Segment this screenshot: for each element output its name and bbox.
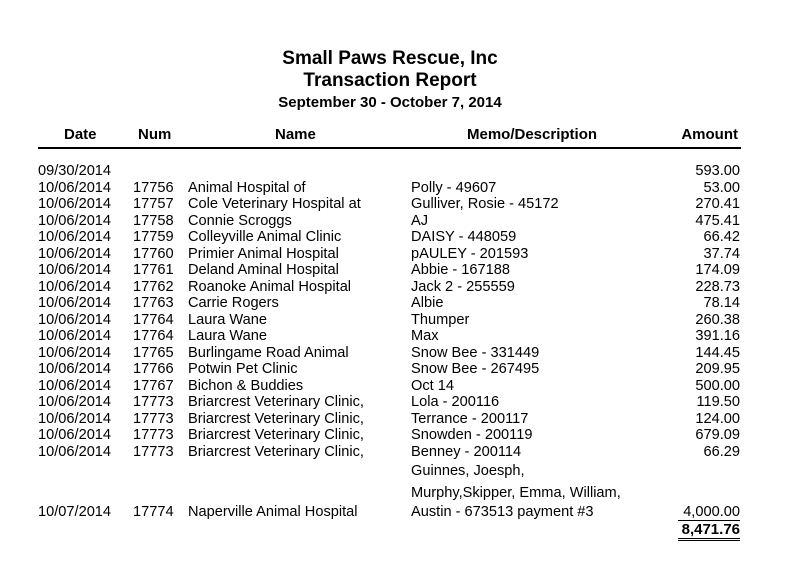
table-row xyxy=(0,394,800,411)
cell-num: 17765 xyxy=(133,344,174,361)
cell-date: 10/06/2014 xyxy=(38,229,112,245)
table-row xyxy=(0,482,800,504)
cell-date: 10/06/2014 xyxy=(38,196,112,212)
cell-memo: pAULEY - 201593 xyxy=(411,245,529,262)
table-row xyxy=(0,213,800,230)
cell-name: Naperville Animal Hospital xyxy=(188,504,358,520)
cell-amount: 228.73 xyxy=(695,278,740,295)
cell-name: Laura Wane xyxy=(188,311,267,328)
cell-num: 17773 xyxy=(133,394,174,410)
cell-num: 17773 xyxy=(133,410,174,427)
cell-name: Deland Aminal Hospital xyxy=(188,262,339,278)
cell-memo: DAISY - 448059 xyxy=(411,229,517,245)
cell-date: 10/07/2014 xyxy=(38,504,112,520)
cell-num: 17759 xyxy=(133,229,174,245)
column-header-name: Name xyxy=(275,126,316,143)
cell-num: 17766 xyxy=(133,361,174,377)
cell-name: Briarcrest Veterinary Clinic, xyxy=(188,427,364,443)
cell-amount: 37.74 xyxy=(703,245,740,262)
table-row xyxy=(0,504,800,521)
cell-amount: 53.00 xyxy=(703,179,740,196)
table-row xyxy=(0,279,800,296)
cell-num: 17764 xyxy=(133,328,174,344)
cell-amount: 679.09 xyxy=(695,427,740,443)
cell-name: Carrie Rogers xyxy=(188,295,279,311)
cell-name: Burlingame Road Animal xyxy=(188,344,349,361)
cell-memo: Max xyxy=(411,328,439,344)
cell-date: 09/30/2014 xyxy=(38,163,112,179)
report-period: September 30 - October 7, 2014 xyxy=(278,94,502,111)
cell-memo: Austin - 673513 payment #3 xyxy=(411,504,594,520)
table-row xyxy=(0,460,800,482)
table-row xyxy=(0,229,800,246)
cell-amount: 391.16 xyxy=(695,328,740,344)
report-title: Transaction Report xyxy=(303,70,477,91)
cell-memo: Jack 2 - 255559 xyxy=(411,278,515,295)
cell-amount: 66.42 xyxy=(703,229,740,245)
cell-num: 17756 xyxy=(133,179,174,196)
table-row xyxy=(0,345,800,362)
cell-date: 10/06/2014 xyxy=(38,278,112,295)
cell-memo: Abbie - 167188 xyxy=(411,262,510,278)
cell-amount: 4,000.00 xyxy=(683,504,740,520)
table-row xyxy=(0,295,800,312)
cell-memo: AJ xyxy=(411,212,429,229)
table-row xyxy=(0,411,800,428)
cell-date: 10/06/2014 xyxy=(38,377,112,394)
cell-name: Connie Scroggs xyxy=(188,212,292,229)
cell-date: 10/06/2014 xyxy=(38,394,112,410)
cell-amount: 119.50 xyxy=(696,394,740,410)
cell-date: 10/06/2014 xyxy=(38,361,112,377)
table-row xyxy=(0,444,800,461)
cell-amount: 124.00 xyxy=(695,410,740,427)
cell-num: 17762 xyxy=(133,278,174,295)
table-row xyxy=(0,246,800,263)
cell-date: 10/06/2014 xyxy=(38,179,112,196)
cell-memo: Lola - 200116 xyxy=(411,394,500,410)
cell-memo: Oct 14 xyxy=(411,377,454,394)
cell-amount: 593.00 xyxy=(695,163,740,179)
cell-num: 17758 xyxy=(133,212,174,229)
column-header-amount: Amount xyxy=(681,126,738,143)
table-row xyxy=(0,328,800,345)
table-row xyxy=(0,196,800,213)
cell-name: Briarcrest Veterinary Clinic, xyxy=(188,443,364,460)
cell-memo: Snowden - 200119 xyxy=(411,427,533,443)
report-total: 8,471.76 xyxy=(678,520,740,541)
cell-date: 10/06/2014 xyxy=(38,212,112,229)
cell-date: 10/06/2014 xyxy=(38,443,112,460)
cell-memo: Thumper xyxy=(411,311,470,328)
cell-num: 17761 xyxy=(133,262,174,278)
cell-amount: 144.45 xyxy=(695,344,740,361)
column-header-memo: Memo/Description xyxy=(467,126,598,143)
cell-memo: Snow Bee - 331449 xyxy=(411,344,540,361)
table-row xyxy=(0,312,800,329)
header-divider xyxy=(38,147,741,149)
cell-name: Potwin Pet Clinic xyxy=(188,361,298,377)
cell-name: Colleyville Animal Clinic xyxy=(188,229,342,245)
column-header-num: Num xyxy=(138,126,172,143)
cell-memo: Terrance - 200117 xyxy=(411,410,529,427)
cell-num: 17760 xyxy=(133,245,174,262)
table-row xyxy=(0,262,800,279)
cell-date: 10/06/2014 xyxy=(38,245,112,262)
table-row xyxy=(0,180,800,197)
company-name: Small Paws Rescue, Inc xyxy=(282,48,498,69)
table-row xyxy=(0,427,800,444)
cell-memo: Murphy,Skipper, Emma, William, xyxy=(411,485,621,501)
cell-name: Briarcrest Veterinary Clinic, xyxy=(188,394,364,410)
cell-amount: 174.09 xyxy=(695,262,740,278)
cell-memo: Albie xyxy=(411,295,444,311)
transaction-table xyxy=(0,163,800,521)
cell-memo: Polly - 49607 xyxy=(411,179,497,196)
cell-name: Primier Animal Hospital xyxy=(188,245,339,262)
cell-amount: 66.29 xyxy=(703,443,740,460)
cell-num: 17764 xyxy=(133,311,174,328)
cell-memo: Guinnes, Joesph, xyxy=(411,463,525,479)
cell-num: 17767 xyxy=(133,377,174,394)
cell-amount: 260.38 xyxy=(695,311,740,328)
cell-amount: 78.14 xyxy=(703,295,740,311)
cell-amount: 270.41 xyxy=(695,196,740,212)
cell-name: Laura Wane xyxy=(188,328,267,344)
cell-name: Roanoke Animal Hospital xyxy=(188,278,352,295)
table-row xyxy=(0,361,800,378)
cell-num: 17773 xyxy=(133,427,174,443)
cell-amount: 475.41 xyxy=(695,212,740,229)
cell-date: 10/06/2014 xyxy=(38,295,112,311)
cell-amount: 209.95 xyxy=(695,361,740,377)
cell-name: Briarcrest Veterinary Clinic, xyxy=(188,410,364,427)
cell-date: 10/06/2014 xyxy=(38,410,112,427)
cell-memo: Benney - 200114 xyxy=(411,443,522,460)
cell-num: 17773 xyxy=(133,443,174,460)
table-row xyxy=(0,378,800,395)
column-header-date: Date xyxy=(64,126,97,143)
cell-date: 10/06/2014 xyxy=(38,262,112,278)
cell-date: 10/06/2014 xyxy=(38,328,112,344)
cell-num: 17757 xyxy=(133,196,174,212)
cell-amount: 500.00 xyxy=(695,377,740,394)
cell-num: 17774 xyxy=(133,504,174,520)
cell-date: 10/06/2014 xyxy=(38,427,112,443)
cell-memo: Gulliver, Rosie - 45172 xyxy=(411,196,559,212)
cell-date: 10/06/2014 xyxy=(38,344,112,361)
cell-memo: Snow Bee - 267495 xyxy=(411,361,540,377)
table-row xyxy=(0,163,800,180)
cell-date: 10/06/2014 xyxy=(38,311,112,328)
cell-name: Bichon & Buddies xyxy=(188,377,304,394)
cell-name: Animal Hospital of xyxy=(188,179,306,196)
cell-num: 17763 xyxy=(133,295,174,311)
cell-name: Cole Veterinary Hospital at xyxy=(188,196,361,212)
